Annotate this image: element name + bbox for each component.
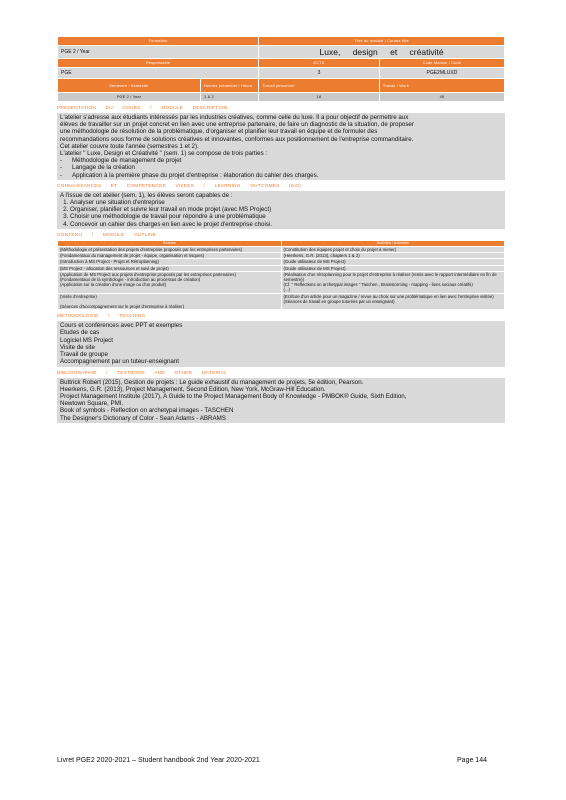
table-row (58, 293, 505, 310)
header-label-personal-work: Travail personnel (259, 79, 380, 93)
presentation-heading: PRESENTATION DU COURS / MODULE DESCRIPTION (57, 106, 228, 111)
list-item: 4. Concevoir un cahier des charges en lien avec le projet d'entreprise choisi. (70, 221, 502, 228)
program-value: PGE 2 / Year (58, 46, 259, 59)
footer-title: Livret PGE2 2020-2021 – Student handbook 2nd Year 2020-2021 (57, 757, 260, 764)
table-row (58, 271, 505, 293)
course-info-table (57, 36, 505, 102)
list-item: 3. Choisir une méthodologie de travail pour répondre à une problématique (70, 213, 502, 220)
presentation-bullets (60, 157, 502, 179)
outline-cell: (Introduction à MS Project - Projet et Rétroplanning) (58, 259, 282, 265)
presentation-box (57, 113, 505, 180)
list-item: Travail de groupe (60, 351, 108, 359)
list-item: Logiciel MS Project (60, 336, 113, 344)
presentation-line: recommandations sous forme de solutions créatives et innovantes, conformes aux positionnement de l'entreprise commanditaire. (60, 135, 414, 143)
header-label-formation: Formation (58, 37, 259, 46)
work-value: 45 (379, 93, 504, 102)
outline-cell: (Constitution des équipes projet et choix du projet à mener) (281, 247, 505, 253)
outline-cell: (Réalisation d'un rétroplanning pour le projet d'entreprise à réaliser (remis avec le rapport intermédiaire en fin de semestre)) (Cf. " Reflections on archetypal images " Taschen , Brainstorming - mapping - liens sociaux créatifs) (...) (281, 271, 505, 293)
list-item: - Application à la première phase du projet d'entreprise : élaboration du cahier des charges. (70, 172, 502, 179)
outline-table (57, 240, 505, 310)
outline-cell: (MS Project - allocation des ressources et suivi de projet) (58, 265, 282, 271)
outcomes-heading: CONNAISSANCES ET COMPETENCES VISEES / LEARNING OUTCOMES (ILO) (57, 183, 302, 189)
header-label-ects: ECTS (259, 59, 380, 68)
presentation-line: Cet atelier couvre toute l'année (semestres 1 et 2). (60, 142, 199, 150)
ects-value: 3 (259, 68, 380, 79)
header-label-work: Travail / Work (379, 79, 504, 93)
list-item: 1. Analyser une situation d'entreprise (70, 199, 502, 206)
personal-work-value: 18 (259, 93, 380, 102)
list-item: The Designer's Dictionary of Color - Sean Adams - ABRAMS (60, 414, 226, 422)
presentation-line: L'atelier s'adresse aux étudiants intéressés par les industries créatives, comme celle du luxe. Il a pour objectif de permettre aux (60, 114, 409, 121)
responsable-value: PGE (58, 68, 259, 79)
outline-cell: (Guide utilisateur de MS Project) (281, 259, 505, 265)
header-label-responsable: Responsable (58, 59, 259, 68)
outline-cell: (Visite d'entreprise) (Séances d'accompagnement sur le projet d'entreprise à réaliser) (58, 293, 282, 310)
code-value: PGE2MLUXD (379, 68, 504, 79)
hours-value: 1 & 2 (201, 93, 259, 102)
header-label-code: Code Module / Code (379, 59, 504, 68)
list-item: - Méthodologie de management de projet (70, 157, 502, 164)
outcomes-intro: A l'issue de cet atelier (sem. 1), les élèves seront capables de : (60, 191, 233, 199)
list-item: Cours et conférences avec PPT et exemples (60, 322, 183, 330)
list-item: Heerkens, G.R. (2013), Project Management, Second Edition, New York, McGraw-Hill Education. (60, 385, 326, 393)
list-item: 2. Organiser, planifier et suivre leur travail en mode projet (avec MS Project) (70, 206, 502, 213)
header-label-semester: Semestre / Semester (58, 79, 201, 93)
bibliography-box (57, 378, 505, 423)
outline-cell: (Ecriture d'un article pour un magazine / revue au choix sur une problématique en lien avec l'entreprise visitée) (Séances de travail en groupe tutorées par un enseignant) (281, 293, 505, 310)
page-number: Page 144 (457, 757, 487, 764)
presentation-line: élèves de travailler sur un projet concret en lien avec une entreprise partenaire, de faire un diagnostic de la situation, de proposer (60, 121, 414, 129)
semester-value: PGE 2 / Year (58, 93, 201, 102)
document-page (57, 36, 505, 423)
list-item: Newtown Square, PMI. (60, 400, 124, 408)
outcomes-box (57, 191, 505, 229)
presentation-line: L'atelier " Luxe, Design et Créativité " (sem. 1) se compose de trois parties : (60, 150, 268, 158)
list-item: Buttrick Robert (2015), Gestion de projets : Le guide exhaustif du management de projets, 5e édition, Pearson. (60, 378, 364, 386)
presentation-line: une méthodologie de résolution de la problématique, d'organiser et planifier leur travail en équipe et de formuler des (60, 128, 378, 136)
list-item: Visite de site (60, 343, 95, 351)
outline-cell: (Fondamentaux du management de projet - équipe, organisation et risques) (58, 253, 282, 259)
outcomes-list (60, 199, 502, 228)
list-item: Etudes de cas (60, 329, 100, 337)
page-footer (57, 757, 487, 764)
list-item: Project Management Institute (2017), A Guide to the Project Management Body of Knowledge - PMBOK® Guide, Sixth Edition, (60, 392, 407, 400)
teaching-heading: METHODOLOGIE / TEACHING (57, 314, 146, 320)
outline-cell: (Heerkens, G.R. (2013), chapters 1 & 2) (281, 253, 505, 259)
outline-cell: (Application de MS Project aux projets d'entreprise proposés par les entreprises partenaires) (Fondamentaux de la symbologie - introduction au processus de création) (Application sur la création d'une image ou d'un produit) (58, 271, 282, 293)
header-label-hours: Heures présentiel / Hours (201, 79, 259, 93)
outline-heading: CONTENU / MODULE OUTLINE (57, 232, 157, 238)
outline-col-activities: Activités / Activities (281, 240, 505, 246)
outline-cell: (Guide utilisateur de MS Project) (281, 265, 505, 271)
list-item: - Langage de la création (70, 164, 502, 171)
list-item: Book of symbols - Reflection on archetypal images - TASCHEN (60, 407, 234, 415)
list-item: Accompagnement par un tuteur-enseignant (60, 358, 180, 366)
outline-col-session: Séance (58, 240, 282, 246)
header-label-title: Titre du module / Course title (259, 37, 505, 46)
teaching-box (57, 321, 505, 366)
outline-cell: (Méthodologie et présentation des projets d'entreprise proposés par les entreprises partenaires) (58, 247, 282, 253)
course-title: Luxe, design et créativité (259, 46, 505, 59)
bibliography-heading: BIBLIOGRAPHIE / TEXTBOOK AND OTHER MATERIAL (57, 370, 227, 376)
